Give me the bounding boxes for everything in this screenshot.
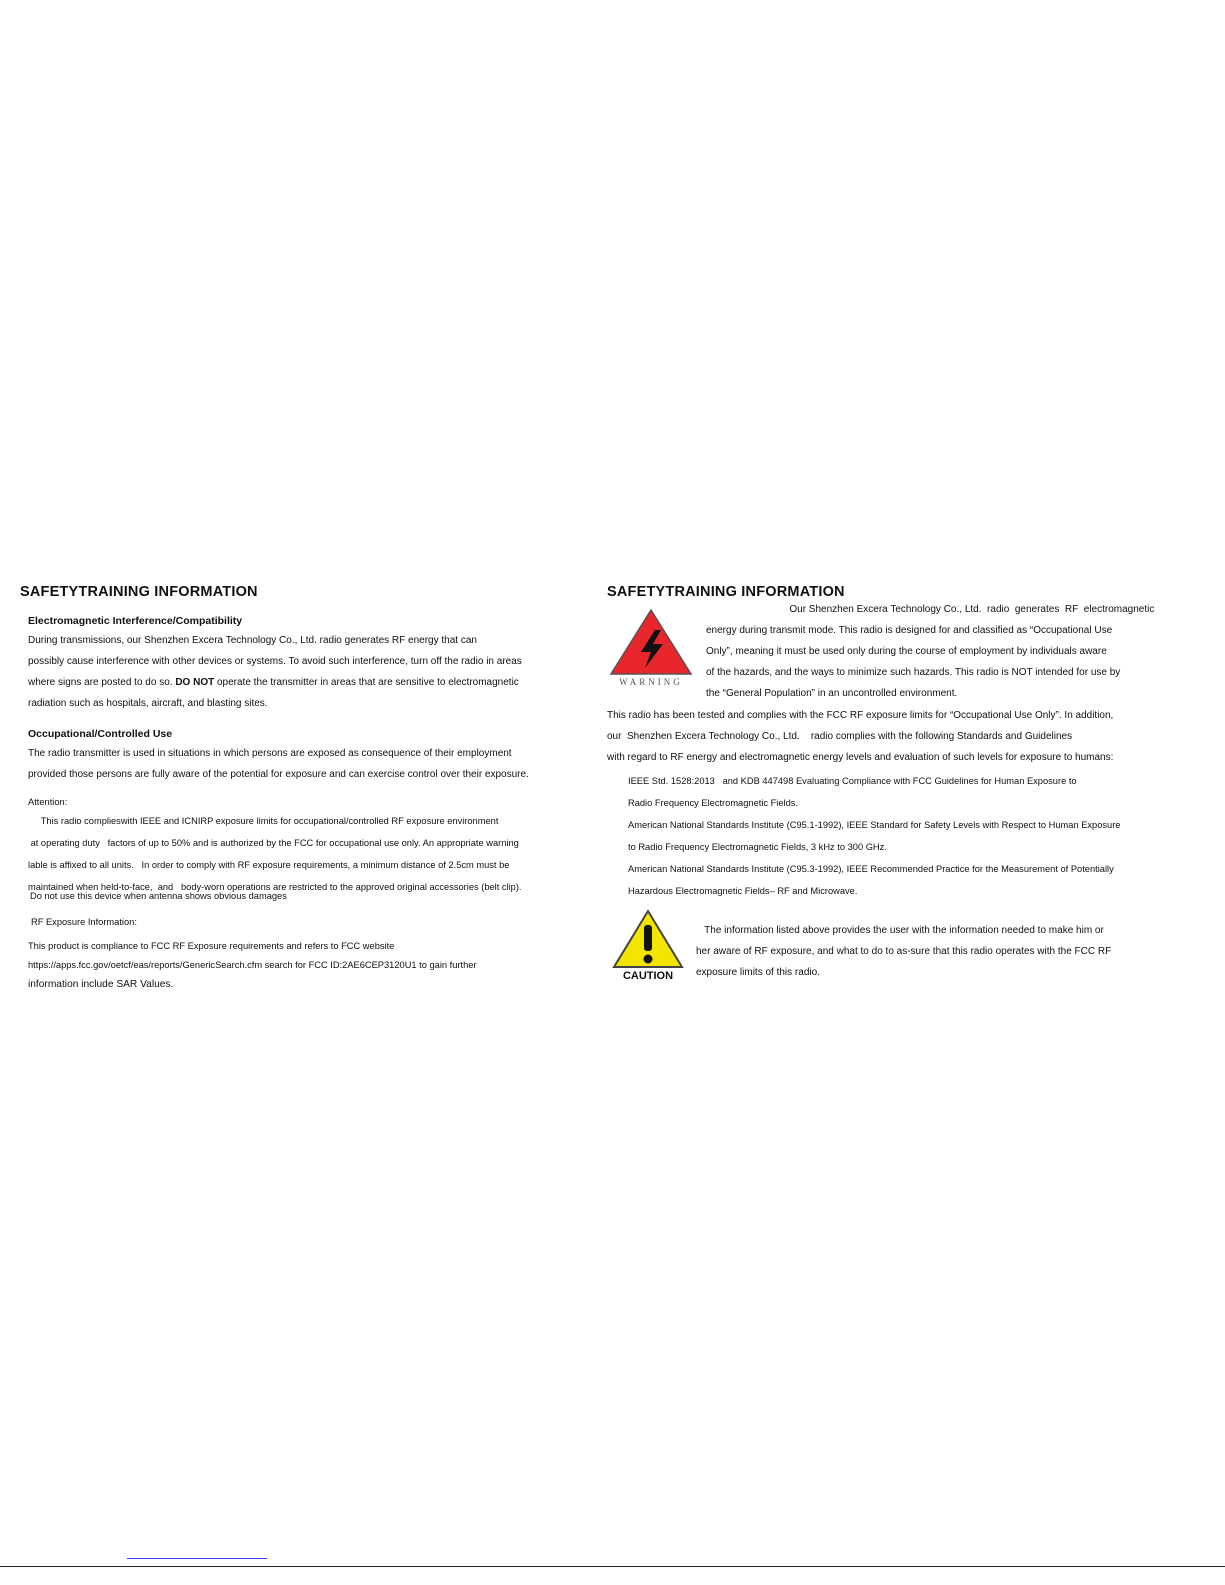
caution-line-3: exposure limits of this radio.	[696, 967, 820, 978]
emi-line-3-tail: operate the transmitter in areas that are sensitive to electromagnetic	[214, 677, 519, 688]
warning-text	[706, 599, 1172, 704]
left-page-title: SAFETYTRAINING INFORMATION	[20, 584, 258, 600]
fcc-link-line: https://apps.fcc.gov/oetcf/eas/reports/GenericSearch.cfm search for FCC ID:2AE6CEP3120U1 to gain further	[28, 960, 477, 970]
tested-line-1: This radio has been tested and complies with the FCC RF exposure limits for “Occupational Use Only”. In addition,	[607, 710, 1114, 721]
emi-line-3	[28, 672, 568, 693]
caution-text	[696, 920, 1172, 983]
standard-1-line-2: Radio Frequency Electromagnetic Fields.	[628, 798, 799, 808]
warning-line-4: of the hazards, and the ways to minimize such hazards. This radio is NOT intended for use by	[706, 667, 1121, 678]
warning-line-1: Our Shenzhen Excera Technology Co., Ltd. radio generates RF electromagnetic	[706, 604, 1155, 615]
attention-line-2: at operating duty factors of up to 50% and is authorized by the FCC for occupational use only. An appropriate warning	[28, 838, 519, 848]
warning-line-5: the “General Population” in an uncontrolled environment.	[706, 688, 958, 699]
occupational-line-1: The radio transmitter is used in situations in which persons are exposed as consequence of their employment	[28, 748, 512, 759]
emi-body	[28, 630, 568, 714]
standards-list	[607, 770, 1173, 902]
occupational-line-2: provided those persons are fully aware of the potential for exposure and can exercise control over their exposure.	[28, 769, 529, 780]
emi-line-2: possibly cause interference with other devices or systems. To avoid such interference, turn off the radio in areas	[28, 656, 522, 667]
caution-line-2: her aware of RF exposure, and what to do to as-sure that this radio operates with the FCC RF	[696, 946, 1112, 957]
standard-1-line-1: IEEE Std. 1528:2013 and KDB 447498 Evaluating Compliance with FCC Guidelines for Human Exposure to	[628, 776, 1077, 786]
standard-3-line-2: Hazardous Electromagnetic Fields– RF and Microwave.	[628, 886, 858, 896]
attention-line-1: This radio complieswith IEEE and ICNIRP exposure limits for occupational/controlled RF exposure environment	[28, 816, 499, 826]
caution-label: CAUTION	[622, 970, 674, 981]
emi-heading: Electromagnetic Interference/Compatibility	[28, 615, 243, 627]
attention-line-3: lable is affixed to all units. In order to comply with RF exposure requirements, a minimum distance of 2.5cm must be	[28, 860, 510, 870]
tested-paragraph	[607, 705, 1173, 768]
caution-sign-icon	[611, 909, 685, 981]
attention-block	[28, 795, 580, 898]
do-not-emphasis: DO NOT	[175, 677, 215, 688]
list-item	[607, 770, 1173, 814]
standard-2-line-2: to Radio Frequency Electromagnetic Fields, 3 kHz to 300 GHz.	[628, 842, 887, 852]
caution-line-1: The information listed above provides the user with the information needed to make him or	[696, 925, 1104, 936]
occupational-body	[28, 743, 568, 785]
attention-label: Attention:	[28, 797, 68, 807]
warning-line-2: energy during transmit mode. This radio is designed for and classified as “Occupational Use	[706, 625, 1113, 636]
tested-line-3: with regard to RF energy and electromagnetic energy levels and evaluation of such levels for exposure to humans:	[607, 752, 1114, 763]
tested-line-2: our Shenzhen Excera Technology Co., Ltd. radio complies with the following Standards and Guidelines	[607, 731, 1073, 742]
warning-sign-icon	[609, 608, 693, 688]
occupational-heading: Occupational/Controlled Use	[28, 728, 173, 740]
emi-line-4: radiation such as hospitals, aircraft, and blasting sites.	[28, 698, 268, 709]
antenna-warning: Do not use this device when antenna shows obvious damages	[30, 891, 287, 901]
list-item	[607, 858, 1173, 902]
right-page-title: SAFETYTRAINING INFORMATION	[607, 584, 845, 600]
standard-2-line-1: American National Standards Institute (C95.1-1992), IEEE Standard for Safety Levels with Respect to Human Exposure	[628, 820, 1121, 830]
product-compliance	[28, 937, 580, 994]
attention-line-4: maintained when held-to-face, and body-worn operations are restricted to the approved original accessories (belt clip).	[28, 882, 522, 892]
warning-line-3: Only”, meaning it must be used only during the course of employment by individuals aware	[706, 646, 1107, 657]
footer-divider	[0, 1566, 1225, 1567]
standard-3-line-1: American National Standards Institute (C95.3-1992), IEEE Recommended Practice for the Measurement of Potentially	[628, 864, 1114, 874]
product-line-3: information include SAR Values.	[28, 979, 174, 990]
emi-line-3-start: where signs are posted to do so.	[28, 677, 173, 688]
list-item	[607, 814, 1173, 858]
footer-link-underline[interactable]	[127, 1558, 267, 1559]
product-line-1: This product is compliance to FCC RF Exposure requirements and refers to FCC website	[28, 941, 395, 951]
rf-exposure-heading: RF Exposure Information:	[31, 917, 137, 927]
emi-line-1: During transmissions, our Shenzhen Excera Technology Co., Ltd. radio generates RF energy that can	[28, 635, 477, 646]
warning-label: WARNING	[619, 677, 683, 687]
